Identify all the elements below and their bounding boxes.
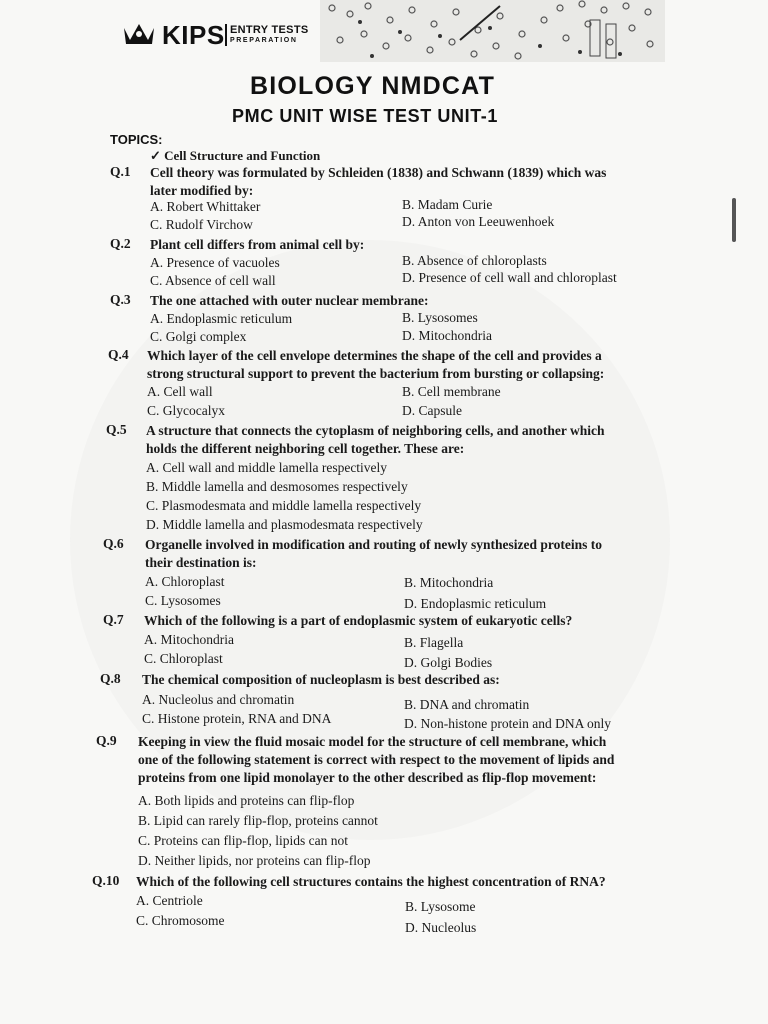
question-text	[136, 873, 606, 891]
decorative-header-image	[320, 0, 665, 62]
option-d: D. Golgi Bodies	[404, 655, 493, 670]
question-text	[150, 164, 606, 200]
option-b: B. DNA and chromatin	[404, 697, 530, 712]
question-line: holds the different neighboring cell together. These are:	[146, 441, 465, 456]
question-number: Q.8	[100, 671, 121, 686]
question-text	[150, 236, 364, 254]
question-line: strong structural support to prevent the bacterium from bursting or collapsing:	[147, 366, 605, 381]
option-d: D. Presence of cell wall and chloroplast	[402, 270, 617, 285]
question-text	[146, 422, 605, 458]
question-number: Q.1	[110, 164, 131, 179]
question-number: Q.5	[106, 422, 127, 437]
question-line: Keeping in view the fluid mosaic model for the structure of cell membrane, which	[138, 734, 607, 749]
option-a: A. Both lipids and proteins can flip-flop	[138, 793, 355, 808]
topics-label: TOPICS:	[110, 132, 163, 147]
option-b: B. Lipid can rarely flip-flop, proteins cannot	[138, 813, 378, 828]
option-c: C. Glycocalyx	[147, 403, 225, 418]
option-a: A. Presence of vacuoles	[150, 255, 280, 270]
option-b: B. Middle lamella and desmosomes respectively	[146, 479, 408, 494]
option-b: B. Absence of chloroplasts	[402, 253, 547, 268]
question-number: Q.4	[108, 347, 129, 362]
page-title: BIOLOGY NMDCAT	[250, 72, 496, 100]
question-number: Q.3	[110, 292, 131, 307]
option-c: C. Chromosome	[136, 913, 225, 928]
option-c: C. Golgi complex	[150, 329, 247, 344]
brand-preparation: PREPARATION	[230, 37, 298, 44]
option-c: C. Rudolf Virchow	[150, 217, 253, 232]
option-a: A. Robert Whittaker	[150, 199, 261, 214]
option-a: A. Centriole	[136, 893, 203, 908]
option-c: C. Histone protein, RNA and DNA	[142, 711, 332, 726]
question-line: one of the following statement is correct with respect to the movement of lipids and	[138, 752, 615, 767]
option-c: C. Proteins can flip-flop, lipids can not	[138, 833, 348, 848]
option-b: B. Lysosome	[405, 899, 476, 914]
option-c: C. Lysosomes	[145, 593, 221, 608]
page-subtitle: PMC UNIT WISE TEST UNIT-1	[232, 106, 499, 126]
option-c: C. Chloroplast	[144, 651, 223, 666]
option-a: A. Endoplasmic reticulum	[150, 311, 293, 326]
option-d: D. Mitochondria	[402, 328, 492, 343]
question-text	[145, 536, 602, 572]
topic-item: ✓ Cell Structure and Function	[150, 148, 321, 163]
question-number: Q.10	[92, 873, 120, 888]
crown-logo-icon	[122, 20, 156, 48]
option-c: C. Plasmodesmata and middle lamella respectively	[146, 498, 422, 513]
question-line: proteins from one lipid monolayer to the other described as flip-flop movement:	[138, 770, 597, 785]
question-text	[150, 292, 428, 310]
question-line: Cell theory was formulated by Schleiden (1838) and Schwann (1839) which was	[150, 165, 607, 180]
option-b: B. Flagella	[404, 635, 464, 650]
question-line: A structure that connects the cytoplasm of neighboring cells, and another which	[146, 423, 605, 438]
option-c: C. Absence of cell wall	[150, 273, 276, 288]
question-line: Organelle involved in modification and routing of newly synthesized proteins to	[145, 537, 603, 552]
option-d: D. Endoplasmic reticulum	[404, 596, 547, 611]
option-d: D. Nucleolus	[405, 920, 477, 935]
option-d: D. Neither lipids, nor proteins can flip-flop	[138, 853, 371, 868]
option-b: B. Mitochondria	[404, 575, 494, 590]
brand-entry-tests: ENTRY TESTS	[230, 24, 309, 36]
question-text	[138, 733, 614, 787]
option-a: A. Chloroplast	[145, 574, 225, 589]
scan-artifact	[732, 198, 736, 242]
question-line: later modified by:	[150, 183, 254, 198]
question-text	[144, 612, 572, 630]
option-d: D. Middle lamella and plasmodesmata respectively	[146, 517, 423, 532]
question-line: The one attached with outer nuclear membrane:	[150, 293, 429, 308]
question-number: Q.7	[103, 612, 124, 627]
brand-divider	[225, 24, 227, 46]
question-line: Plant cell differs from animal cell by:	[150, 237, 365, 252]
question-line: The chemical composition of nucleoplasm is best described as:	[142, 672, 500, 687]
option-b: B. Lysosomes	[402, 310, 478, 325]
option-d: D. Non-histone protein and DNA only	[404, 716, 611, 731]
option-b: B. Madam Curie	[402, 197, 493, 212]
question-number: Q.6	[103, 536, 124, 551]
option-d: D. Capsule	[402, 403, 462, 418]
question-text	[147, 347, 604, 383]
question-line: their destination is:	[145, 555, 257, 570]
question-line: Which layer of the cell envelope determines the shape of the cell and provides a	[147, 348, 602, 363]
question-line: Which of the following cell structures contains the highest concentration of RNA?	[136, 874, 606, 889]
option-b: B. Cell membrane	[402, 384, 501, 399]
question-line: Which of the following is a part of endoplasmic system of eukaryotic cells?	[144, 613, 573, 628]
question-number: Q.2	[110, 236, 131, 251]
question-text	[142, 671, 500, 689]
option-a: A. Cell wall	[147, 384, 213, 399]
option-a: A. Mitochondria	[144, 632, 234, 647]
option-a: A. Nucleolus and chromatin	[142, 692, 295, 707]
option-a: A. Cell wall and middle lamella respectively	[146, 460, 388, 475]
option-d: D. Anton von Leeuwenhoek	[402, 214, 555, 229]
question-number: Q.9	[96, 733, 117, 748]
brand-name: KIPS	[162, 20, 225, 50]
brand-header	[122, 18, 322, 58]
